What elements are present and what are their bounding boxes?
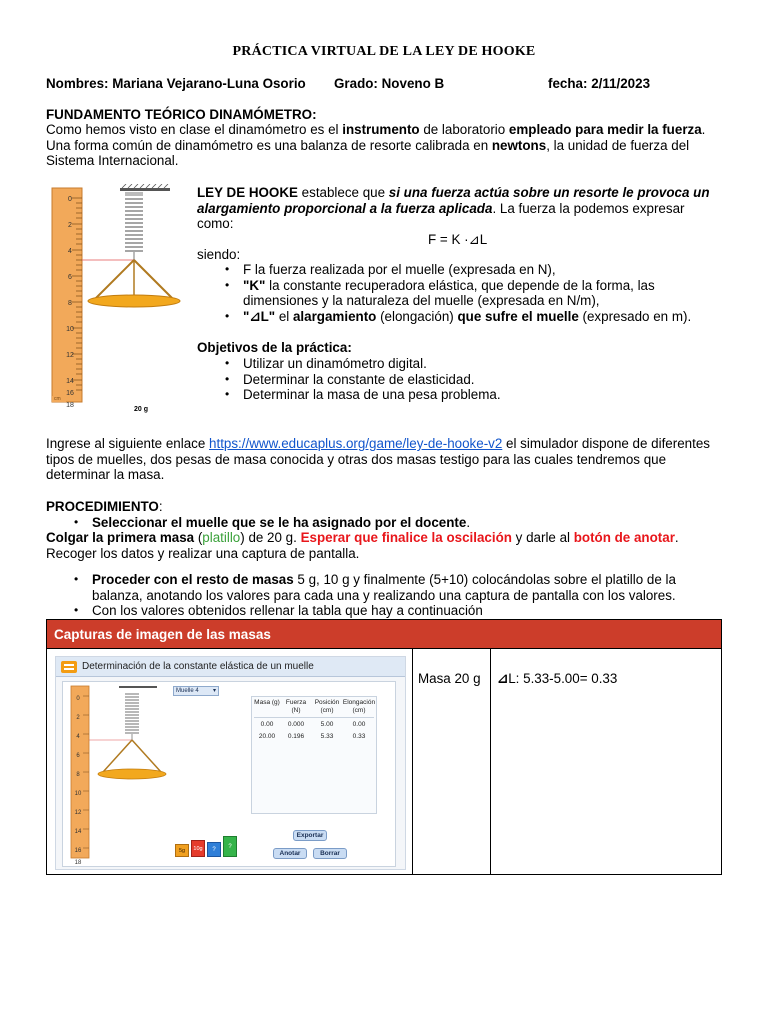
column-header: Posición (cm) xyxy=(314,699,340,714)
ingrese-paragraph: Ingrese al siguiente enlace https://www.educaplus.org/game/ley-de-hooke-v2 el simulador dispone de diferentes tipos de muelles, dos pesas de masa conocida y otras dos masas testigo para las cuales tendremos que determinar la masa. xyxy=(46,436,710,482)
simulator-logo-icon xyxy=(61,661,77,673)
simulator-link[interactable]: https://www.educaplus.org/game/ley-de-hooke-v2 xyxy=(209,436,503,451)
list-item: • Con los valores obtenidos rellenar la tabla que hay a continuación xyxy=(68,603,718,619)
names-label: Nombres: xyxy=(46,76,109,91)
weight-10g[interactable]: 10g xyxy=(191,840,205,857)
ruler-tick: 16 xyxy=(74,848,82,854)
ruler-tick: 4 xyxy=(68,248,72,255)
ruler-tick: 0 xyxy=(76,696,80,702)
siendo-label: siendo: xyxy=(197,247,241,262)
ruler-tick: 6 xyxy=(76,753,80,759)
list-item: • "⊿L" el alargamiento (elongación) que sufre el muelle (expresado en m). xyxy=(219,309,722,325)
table-cell: 0.000 xyxy=(287,721,305,728)
column-header: Fuerza (N) xyxy=(285,699,307,714)
student-names xyxy=(46,76,306,92)
simulator-panel xyxy=(62,681,396,867)
ruler-unit: cm xyxy=(54,396,61,402)
grade-label: Grado: xyxy=(334,76,378,91)
figure-mass-label: 20 g xyxy=(134,406,149,413)
ruler-tick: 6 xyxy=(68,274,72,281)
weight-unknown-blue[interactable]: ? xyxy=(207,842,221,857)
hooke-paragraph: LEY DE HOOKE establece que si una fuerza actúa sobre un resorte le provoca un alargamiento proporcional a la fuerza aplicada. La fuerza la podemos expresar como: xyxy=(197,185,710,231)
ruler-tick: 14 xyxy=(74,829,82,835)
ruler-tick: 14 xyxy=(66,378,74,385)
ruler-tick: 8 xyxy=(76,772,80,778)
table-delta-cell: ⊿L: 5.33-5.00= 0.33 xyxy=(497,671,618,686)
fundamento-heading: FUNDAMENTO TEÓRICO DINAMÓMETRO: xyxy=(46,107,317,122)
list-item: • "K" la constante recuperadora elástica, que depende de la forma, las dimensiones y la naturaleza del muelle (expresada en N/m), xyxy=(219,278,722,309)
ruler-tick: 8 xyxy=(68,300,72,307)
list-item: • Utilizar un dinamómetro digital. xyxy=(219,356,719,372)
grade xyxy=(334,76,444,92)
list-item: • Seleccionar el muelle que se le ha asignado por el docente. xyxy=(68,515,718,531)
ruler-tick: 2 xyxy=(76,715,80,721)
simulator-screenshot xyxy=(55,656,406,870)
column-header: Elongación (cm) xyxy=(342,699,376,714)
table-cell: 0.00 xyxy=(260,721,274,728)
list-item: • Proceder con el resto de masas 5 g, 10 g y finalmente (5+10) colocándolas sobre el platillo de la balanza, anotando los valores para cada una y realizando una captura de pantalla con los valores. xyxy=(68,572,718,603)
table-header: Capturas de imagen de las masas xyxy=(47,620,721,649)
results-table xyxy=(46,619,722,875)
table-mass-cell: Masa 20 g xyxy=(418,671,481,686)
ruler-tick: 10 xyxy=(66,326,74,333)
table-cell: 0.196 xyxy=(287,733,305,740)
table-cell: 20.00 xyxy=(258,733,276,740)
ruler-tick: 4 xyxy=(76,734,80,740)
borrar-button[interactable]: Borrar xyxy=(313,848,347,859)
procedimiento-list-2 xyxy=(68,572,718,619)
data-table xyxy=(251,696,377,814)
weight-5g[interactable]: 5g xyxy=(175,844,189,857)
objetivos-heading: Objetivos de la práctica: xyxy=(197,340,352,355)
ruler-tick: 2 xyxy=(68,222,72,229)
date-label: fecha: xyxy=(548,76,588,91)
date xyxy=(548,76,650,92)
objetivos-list xyxy=(219,356,719,403)
hooke-definitions-list xyxy=(219,262,722,324)
chevron-down-icon: ▾ xyxy=(212,688,216,694)
list-item: • F la fuerza realizada por el muelle (expresada en N), xyxy=(219,262,722,278)
fundamento-paragraph: Como hemos visto en clase el dinamómetro es el instrumento de laboratorio empleado para medir la fuerza. Una forma común de dinamómetro es una balanza de resorte calibrada en newtons, la unidad de fuerza del Sistema Internacional. xyxy=(46,122,706,168)
ruler-tick: 12 xyxy=(66,352,74,359)
names-value: Mariana Vejarano-Luna Osorio xyxy=(112,76,306,91)
recoger-text: Recoger los datos y realizar una captura de pantalla. xyxy=(46,546,360,561)
weight-unknown-green[interactable]: ? xyxy=(223,836,237,857)
table-divider xyxy=(412,649,413,874)
anotar-button[interactable]: Anotar xyxy=(273,848,307,859)
table-cell: 0.00 xyxy=(352,721,366,728)
procedimiento-list-1 xyxy=(68,515,718,531)
table-cell: 0.33 xyxy=(352,733,366,740)
table-divider xyxy=(490,649,491,874)
colgar-paragraph: Colgar la primera masa (platillo) de 20 g. Esperar que finalice la oscilación y darle al botón de anotar. xyxy=(46,530,679,545)
hooke-formula: F = K ·⊿L xyxy=(428,232,488,247)
grade-value: Noveno B xyxy=(381,76,445,91)
table-cell: 5.00 xyxy=(320,721,334,728)
dynamometer-figure xyxy=(46,184,188,416)
page-title: PRÁCTICA VIRTUAL DE LA LEY DE HOOKE xyxy=(232,44,536,59)
ruler-tick: 18 xyxy=(74,860,82,866)
ruler-tick: 18 xyxy=(66,402,74,409)
ruler-tick: 12 xyxy=(74,810,82,816)
ruler-tick: 16 xyxy=(66,390,74,397)
table-cell: 5.33 xyxy=(320,733,334,740)
date-value: 2/11/2023 xyxy=(591,76,651,91)
ruler-tick: 0 xyxy=(68,196,72,203)
export-button[interactable]: Exportar xyxy=(293,830,327,841)
simulator-title: Determinación de la constante elástica de un muelle xyxy=(56,657,405,677)
ruler-tick: 10 xyxy=(74,791,82,797)
column-header: Masa (g) xyxy=(254,699,280,706)
list-item: • Determinar la masa de una pesa problema. xyxy=(219,387,719,403)
spring-select[interactable]: Muelle 4 ▾ xyxy=(173,686,219,696)
procedimiento-heading: PROCEDIMIENTO: xyxy=(46,499,163,514)
list-item: • Determinar la constante de elasticidad. xyxy=(219,372,719,388)
